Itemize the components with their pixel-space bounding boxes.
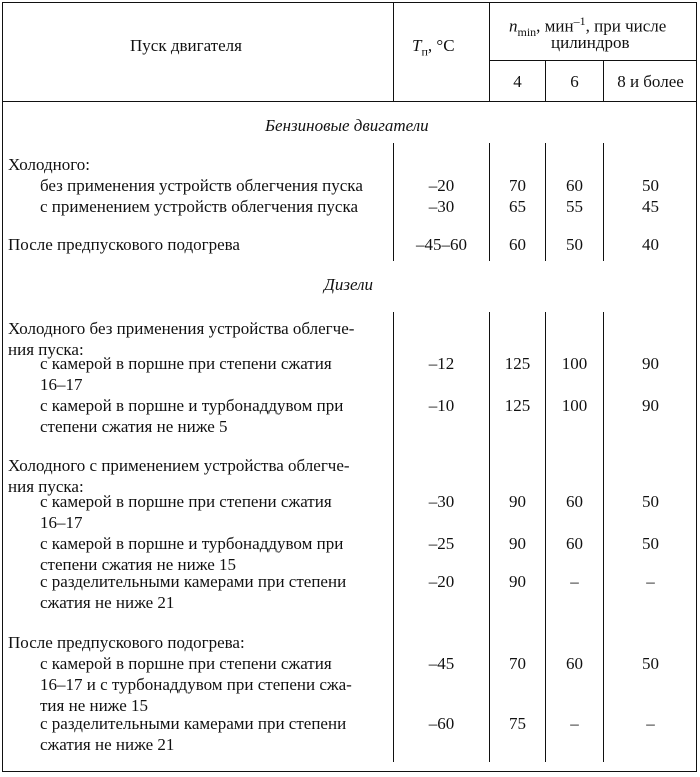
row-p1-c4: 70 xyxy=(509,176,526,195)
row-d1-temp: –12 xyxy=(428,354,455,373)
row-d5-line2: сжатия не ниже 21 xyxy=(40,593,175,612)
row-p3-c8: 40 xyxy=(642,235,659,254)
row-d5-c4: 90 xyxy=(509,572,526,591)
row-d4-c4: 90 xyxy=(509,534,526,553)
row-d2-line2: степени сжатия не ниже 5 xyxy=(40,417,228,436)
row-d5-c6: – xyxy=(570,572,579,591)
row-d5-c8: – xyxy=(646,572,655,591)
row-p2-c4: 65 xyxy=(509,197,526,216)
row-d7-line2: сжатия не ниже 21 xyxy=(40,735,175,754)
row-d3-c8: 50 xyxy=(642,492,659,511)
row-p1-temp: –20 xyxy=(428,176,455,195)
row-p1-label: без применения устройств облегчения пуска xyxy=(40,176,363,195)
row-d7-temp: –60 xyxy=(428,714,455,733)
header-temp xyxy=(412,36,455,61)
row-cold-title: Холодного: xyxy=(8,155,90,174)
row-d6-line2: 16–17 и с турбонаддувом при степени сжа- xyxy=(40,675,352,694)
row-d-g2-line1: Холодного с применением устройства облегче- xyxy=(8,456,350,475)
row-d6-line3: тия не ниже 15 xyxy=(40,696,149,715)
row-p2-c6: 55 xyxy=(566,197,583,216)
row-d7-c8: – xyxy=(646,714,655,733)
row-d1-line1: с камерой в поршне при степени сжатия xyxy=(40,354,332,373)
row-d5-line1: с разделительными камерами при степени xyxy=(40,572,347,591)
n-sub: min xyxy=(517,25,537,40)
header-cyl-4: 4 xyxy=(513,72,522,91)
header-n-line2: цилиндров xyxy=(551,33,630,52)
header-cyl-6: 6 xyxy=(570,72,579,91)
row-p3-c6: 50 xyxy=(566,235,583,254)
divider-v-start xyxy=(393,2,394,102)
row-d7-c6: – xyxy=(570,714,579,733)
row-d7-c4: 75 xyxy=(509,714,526,733)
row-d2-c8: 90 xyxy=(642,396,659,415)
row-d4-c6: 60 xyxy=(566,534,583,553)
row-p3-label: После предпускового подогрева xyxy=(8,235,240,254)
row-d2-temp: –10 xyxy=(428,396,455,415)
divider-h-n xyxy=(489,60,697,61)
row-d1-line2: 16–17 xyxy=(40,375,83,394)
row-d6-c8: 50 xyxy=(642,654,659,673)
row-d-g2-line2: ния пуска: xyxy=(8,477,84,496)
row-d-g1-line1: Холодного без применения устройства облегче- xyxy=(8,319,355,338)
n-symbol: n xyxy=(509,16,518,36)
row-p3-c4: 60 xyxy=(509,235,526,254)
row-d3-line2: 16–17 xyxy=(40,513,83,532)
row-p1-c8: 50 xyxy=(642,176,659,195)
section-diesel: Дизели xyxy=(324,275,373,294)
row-d1-c4: 125 xyxy=(504,354,531,373)
row-p2-label: с применением устройств облегчения пуска xyxy=(40,197,358,216)
temp-unit: , °C xyxy=(427,36,455,55)
header-cyl-8: 8 и более xyxy=(617,72,684,91)
row-p3-temp: –45–60 xyxy=(416,235,467,254)
header-start: Пуск двигателя xyxy=(130,36,242,55)
row-p1-c6: 60 xyxy=(566,176,583,195)
row-d6-c6: 60 xyxy=(566,654,583,673)
temp-symbol: T xyxy=(412,36,422,55)
n-rest2: , при числе xyxy=(585,16,667,36)
row-d4-c8: 50 xyxy=(642,534,659,553)
divider-h-header xyxy=(2,101,697,102)
row-d6-line1: с камерой в поршне при степени сжатия xyxy=(40,654,332,673)
row-p2-c8: 45 xyxy=(642,197,659,216)
row-d2-c4: 125 xyxy=(504,396,531,415)
row-d2-line1: с камерой в поршне и турбонаддувом при xyxy=(40,396,344,415)
temp-sub: п xyxy=(421,44,428,59)
row-d6-temp: –45 xyxy=(428,654,455,673)
row-d7-line1: с разделительными камерами при степени xyxy=(40,714,347,733)
row-d-g1-line2: ния пуска: xyxy=(8,340,84,359)
n-sup: –1 xyxy=(573,14,586,28)
row-d3-c4: 90 xyxy=(509,492,526,511)
row-d3-c6: 60 xyxy=(566,492,583,511)
row-d6-c4: 70 xyxy=(509,654,526,673)
section-petrol: Бензиновые двигатели xyxy=(265,116,429,135)
row-d1-c8: 90 xyxy=(642,354,659,373)
row-d3-temp: –30 xyxy=(428,492,455,511)
row-d1-c6: 100 xyxy=(561,354,588,373)
row-d3-line1: с камерой в поршне при степени сжатия xyxy=(40,492,332,511)
row-d4-line2: степени сжатия не ниже 15 xyxy=(40,555,237,574)
row-d4-line1: с камерой в поршне и турбонаддувом при xyxy=(40,534,344,553)
row-p2-temp: –30 xyxy=(428,197,455,216)
row-d-g3-line1: После предпускового подогрева: xyxy=(8,633,245,652)
row-d2-c6: 100 xyxy=(561,396,588,415)
row-d4-temp: –25 xyxy=(428,534,455,553)
n-rest1: , мин xyxy=(536,16,574,36)
row-d5-temp: –20 xyxy=(428,572,455,591)
